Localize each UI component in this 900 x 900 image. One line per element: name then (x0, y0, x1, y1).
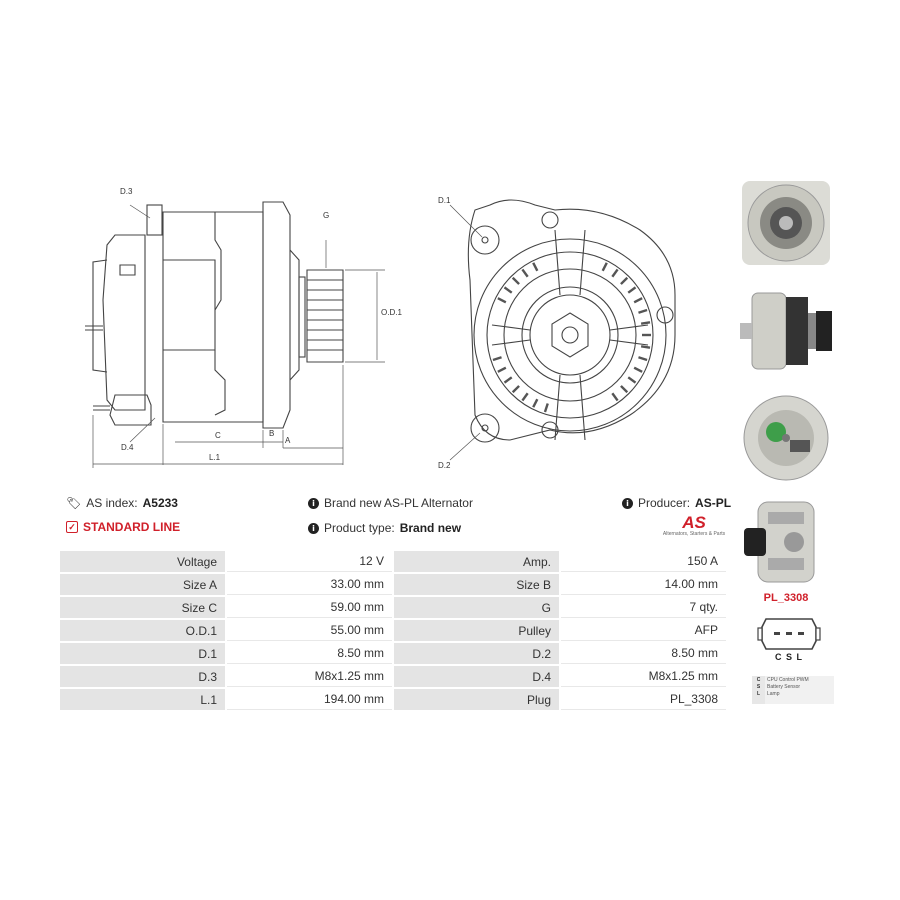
producer (622, 496, 731, 510)
product-type (308, 521, 461, 535)
as-index-value: A5233 (142, 496, 178, 510)
spec-label: Pulley (394, 620, 559, 641)
fan-slot (641, 322, 650, 323)
spec-label: O.D.1 (60, 620, 225, 641)
fan-slot (513, 386, 519, 392)
spec-row (60, 574, 726, 595)
checkbox-icon: ✓ (66, 521, 78, 533)
fan-slot (612, 269, 617, 276)
logo-text: AS (682, 513, 706, 532)
fan-slot (545, 403, 548, 412)
fan-slot (621, 386, 627, 392)
spec-label: D.1 (60, 643, 225, 664)
as-index (66, 496, 178, 510)
label-g: G (323, 211, 330, 220)
standard-line-label: STANDARD LINE (83, 520, 181, 534)
spec-value: 194.00 mm (227, 689, 392, 710)
fan-slot (533, 263, 537, 271)
product-photo-front (738, 175, 834, 271)
fan-slot (522, 269, 527, 276)
pin-code: S (752, 683, 765, 690)
pin-desc: CPU Control PWM (765, 676, 834, 683)
spec-label: D.4 (394, 666, 559, 687)
spec-value: 55.00 mm (227, 620, 392, 641)
standard-line (66, 520, 180, 534)
label-od1: O.D.1 (381, 308, 402, 317)
brand-new-text: Brand new AS-PL Alternator (324, 496, 473, 510)
info-icon: i (308, 498, 319, 509)
fan-slot (638, 357, 647, 360)
fan-slot (603, 263, 607, 271)
label-b: B (269, 429, 275, 438)
pin-code: C (752, 676, 765, 683)
spec-label: D.2 (394, 643, 559, 664)
spec-value: 12 V (227, 551, 392, 572)
spec-value: M8x1.25 mm (227, 666, 392, 687)
spec-row (60, 643, 726, 664)
spec-label: Size A (60, 574, 225, 595)
spec-value: M8x1.25 mm (561, 666, 726, 687)
spec-value: 7 qty. (561, 597, 726, 618)
plug-pins-label: C S L (774, 652, 804, 662)
spec-row (60, 551, 726, 572)
spec-value: 14.00 mm (561, 574, 726, 595)
pin-row-empty (752, 697, 834, 704)
fan-slot (634, 368, 642, 372)
pin-desc: Lamp (765, 690, 834, 697)
product-photo-rear (738, 390, 834, 486)
spec-row (60, 620, 726, 641)
product-photo-rear-angle (738, 494, 834, 590)
fan-slot (498, 298, 506, 302)
as-index-label: AS index: (86, 496, 138, 510)
pin-code: L (752, 690, 765, 697)
fan-slot (493, 357, 502, 360)
alternator-front-view-drawing (430, 185, 690, 475)
spec-row (60, 597, 726, 618)
spec-label: Size B (394, 574, 559, 595)
fan-slot (612, 393, 617, 400)
specification-table (58, 549, 728, 712)
fan-slot (504, 287, 511, 292)
label-a: A (285, 436, 291, 445)
product-photo-side (738, 283, 834, 379)
pin-row (752, 683, 834, 690)
fan-slot (638, 310, 647, 313)
spec-value: 59.00 mm (227, 597, 392, 618)
spec-value: PL_3308 (561, 689, 726, 710)
spec-value: AFP (561, 620, 726, 641)
spec-row (60, 689, 726, 710)
label-l1: L.1 (209, 453, 221, 462)
fan-slot (504, 377, 511, 382)
label-d1: D.1 (438, 196, 451, 205)
label-c: C (215, 431, 221, 440)
pin-row (752, 676, 834, 683)
spec-value: 150 A (561, 551, 726, 572)
pin-row (752, 690, 834, 697)
spec-value: 8.50 mm (561, 643, 726, 664)
spec-label: D.3 (60, 666, 225, 687)
spec-row (60, 666, 726, 687)
fan-slot (628, 287, 635, 292)
tag-icon: 🏷︎ (66, 496, 82, 510)
spec-label: G (394, 597, 559, 618)
fan-slot (621, 278, 627, 284)
label-d4: D.4 (121, 443, 134, 452)
spec-value: 8.50 mm (227, 643, 392, 664)
brand-new-info (308, 496, 473, 510)
fan-slot (641, 346, 650, 347)
fan-slot (498, 368, 506, 372)
label-d3: D.3 (120, 187, 133, 196)
fan-slot (634, 298, 642, 302)
fan-slot (533, 399, 537, 407)
fan-slot (513, 278, 519, 284)
spec-label: Plug (394, 689, 559, 710)
plug-name: PL_3308 (763, 592, 809, 604)
info-icon: i (308, 523, 319, 534)
as-pl-logo (660, 514, 728, 537)
pin-desc: Battery Sensor (765, 683, 834, 690)
fan-slot (628, 377, 635, 382)
spec-label: L.1 (60, 689, 225, 710)
spec-value: 33.00 mm (227, 574, 392, 595)
alternator-side-view-drawing (85, 180, 402, 475)
spec-label: Size C (60, 597, 225, 618)
fan-slot (522, 393, 527, 400)
plug-connector-diagram (758, 613, 820, 661)
info-icon: i (622, 498, 633, 509)
producer-value: AS-PL (695, 496, 732, 510)
label-d2: D.2 (438, 461, 451, 470)
spec-label: Amp. (394, 551, 559, 572)
producer-label: Producer: (638, 496, 691, 510)
product-type-label: Product type: (324, 521, 395, 535)
product-type-value: Brand new (399, 521, 462, 535)
logo-tagline: Alternators, Starters & Parts (662, 531, 726, 537)
spec-label: Voltage (60, 551, 225, 572)
plug-pin-table (752, 676, 834, 704)
